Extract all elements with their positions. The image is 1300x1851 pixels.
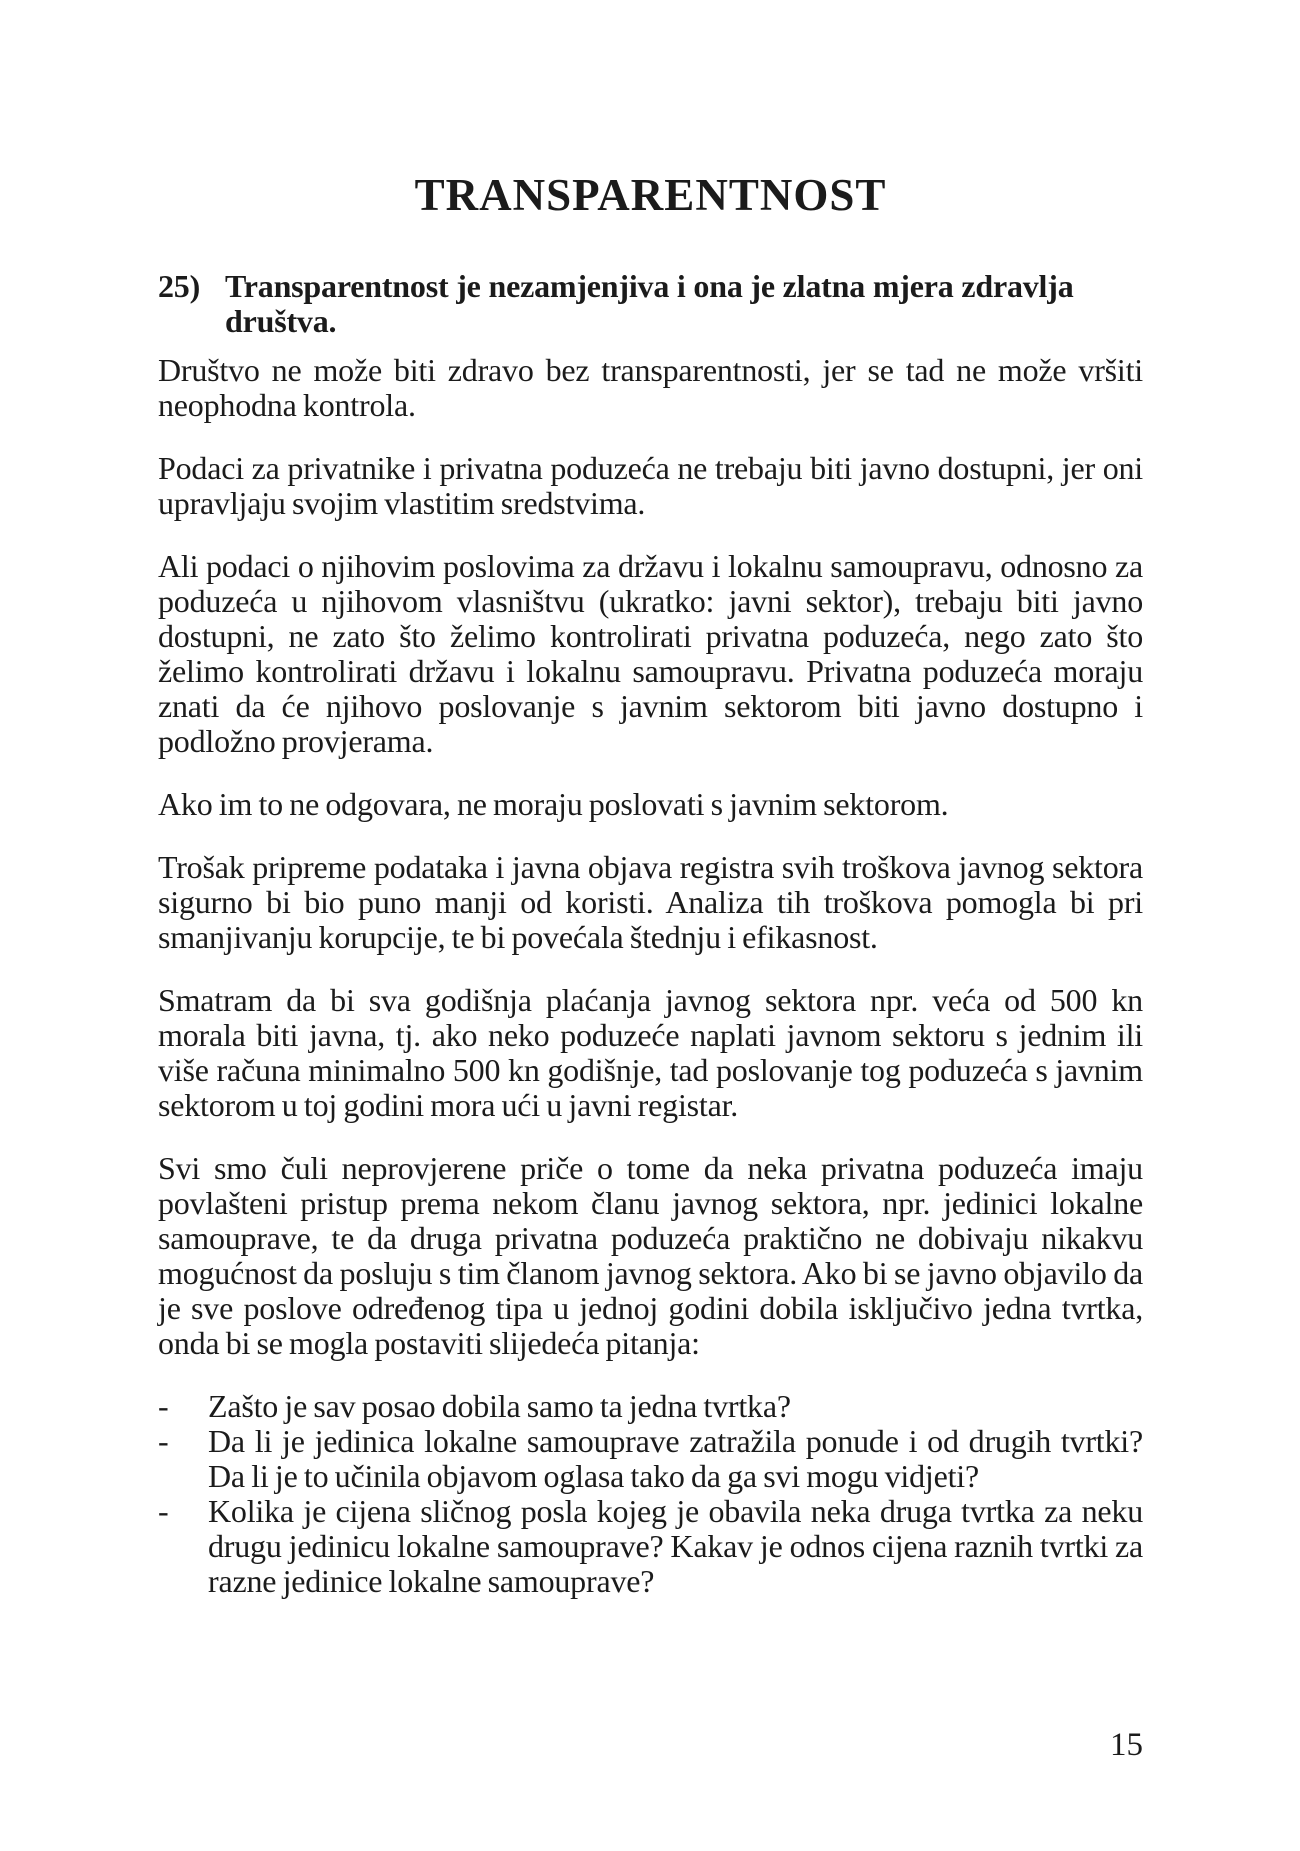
- section-heading: [158, 269, 1143, 339]
- section-number: 25): [158, 268, 201, 304]
- dash-bullet: -: [158, 1493, 169, 1529]
- text-block: [158, 0, 1143, 1599]
- page-title: TRANSPARENTNOST: [414, 170, 887, 220]
- paragraph: Ali podaci o njihovim poslovima za državu i lokalnu samoupravu, odnosno za poduzeća u njihovom vlasništvu (ukratko: javni sektor), trebaju biti javno dostupni, ne zato što želimo kontrolirati privatna poduzeća, nego zato što želimo kontrolirati državu i lokalnu samoupravu. Privatna poduzeća moraju znati da će njihovo poslovanje s javnim sektorom biti javno dostupno i podložno provjerama.: [158, 548, 1143, 759]
- list-item-text: Kolika je cijena sličnog posla kojeg je obavila neka druga tvrtka za neku drugu jedinicu lokalne samouprave? Kakav je odnos cijena raznih tvrtki za razne jedinice lokalne samouprave?: [208, 1493, 1143, 1599]
- paragraph: Trošak pripreme podataka i javna objava registra svih troškova javnog sektora sigurno bi bio puno manji od koristi. Analiza tih troškova pomogla bi pri smanjivanju korupcije, te bi povećala štednju i efikasnost.: [158, 849, 1143, 955]
- list-item: [158, 1424, 1143, 1494]
- dash-bullet: -: [158, 1388, 169, 1424]
- dash-bullet: -: [158, 1423, 169, 1459]
- paragraph: Podaci za privatnike i privatna poduzeća ne trebaju biti javno dostupni, jer oni upravljaju svojim vlastitim sredstvima.: [158, 450, 1143, 521]
- list-item: [158, 1389, 1143, 1424]
- page-number: 15: [1110, 1727, 1143, 1763]
- paragraph: Smatram da bi sva godišnja plaćanja javnog sektora npr. veća od 500 kn morala biti javna, tj. ako neko poduzeće naplati javnom sektoru s jednim ili više računa minimalno 500 kn godišnje, tad poslovanje tog poduzeća s javnim sektorom u toj godini mora ući u javni registar.: [158, 982, 1143, 1123]
- list-item: [158, 1494, 1143, 1599]
- list-item-text: Da li je jedinica lokalne samouprave zatražila ponude i od drugih tvrtki? Da li je to učinila objavom oglasa tako da ga svi mogu vidjeti?: [208, 1423, 1143, 1494]
- paragraph: Svi smo čuli neprovjerene priče o tome da neka privatna poduzeća imaju povlašteni pristup prema nekom članu javnog sektora, npr. jedinici lokalne samouprave, te da druga privatna poduzeća praktično ne dobivaju nikakvu mogućnost da posluju s tim članom javnog sektora. Ako bi se javno objavilo da je sve poslove određenog tipa u jednoj godini dobila isključivo jedna tvrtka, onda bi se mogla postaviti slijedeća pitanja:: [158, 1150, 1143, 1361]
- section-heading-text: Transparentnost je nezamjenjiva i ona je zlatna mjera zdravlja društva.: [225, 268, 1074, 339]
- paragraph: Društvo ne može biti zdravo bez transparentnosti, jer se tad ne može vršiti neophodna kontrola.: [158, 352, 1143, 423]
- list-item-text: Zašto je sav posao dobila samo ta jedna tvrtka?: [208, 1388, 791, 1424]
- paragraph: Ako im to ne odgovara, ne moraju poslovati s javnim sektorom.: [158, 786, 949, 822]
- questions-list: [158, 1389, 1143, 1599]
